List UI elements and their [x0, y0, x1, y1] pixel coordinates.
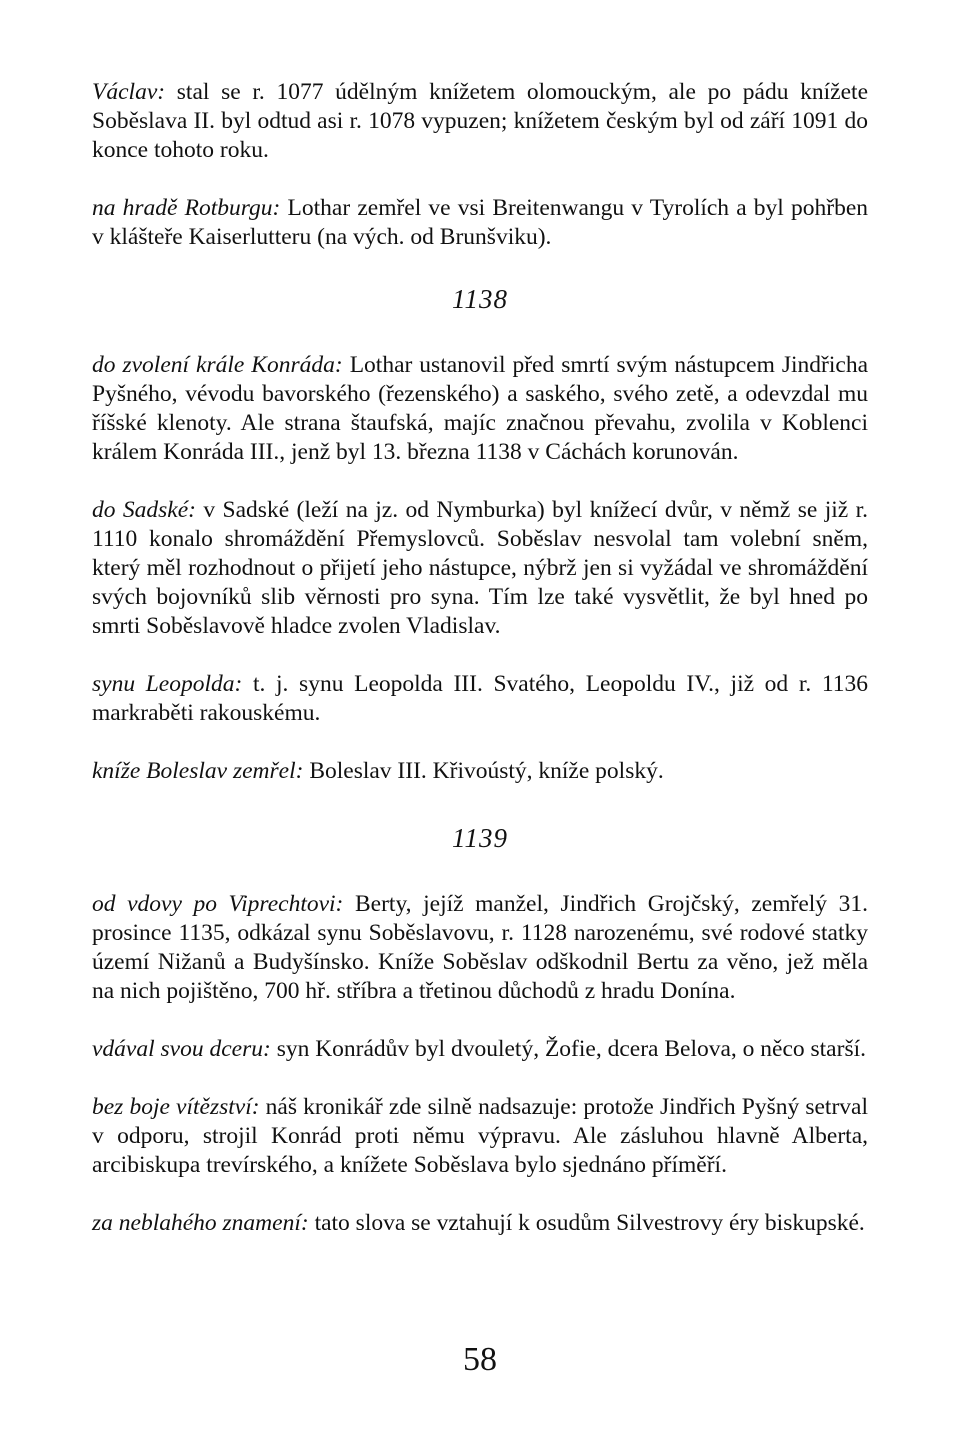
- year-heading: 1139: [452, 823, 508, 853]
- note-entry: [92, 757, 868, 786]
- page-body: [92, 78, 868, 1238]
- note-entry: [92, 78, 868, 165]
- note-entry: [92, 194, 868, 252]
- year-heading: 1138: [452, 284, 508, 314]
- note-entry: [92, 890, 868, 1006]
- note-term: do Sadské:: [92, 497, 196, 523]
- note-text: náš kronikář zde silně nadsazuje: protože Jindřich Pyšný setrval v odporu, strojil Konrád proti němu výpravu. Ale zásluhou hlavně Alberta, arcibiskupa trevírského, a knížete Soběslava bylo sjednáno příměří.: [92, 1094, 869, 1178]
- note-text: syn Konrádův byl dvouletý, Žofie, dcera Belova, o něco starší.: [276, 1036, 866, 1062]
- note-term: na hradě Rotburgu:: [92, 195, 281, 221]
- note-text: Lothar zemřel ve vsi Breitenwangu v Tyrolích a byl pohřben v klášteře Kaiserlutteru (na vých. od Brunšviku).: [92, 195, 868, 250]
- note-entry: [92, 1209, 868, 1238]
- note-text: Boleslav III. Křivoústý, kníže polský.: [309, 758, 664, 784]
- note-term: kníže Boleslav zemřel:: [92, 758, 304, 784]
- note-text: t. j. synu Leopolda III. Svatého, Leopoldu IV., již od r. 1136 markraběti rakouskému.: [92, 671, 868, 726]
- note-text: Berty, jejíž manžel, Jindřich Grojčský, zemřelý 31. prosince 1135, odkázal synu Soběslavovu, r. 1128 narozenému, své rodové statky území Nižanů a Budyšínsko. Kníže Soběslav odškodnil Bertu za věno, jež měla na nich pojištěno, 700 hř. stříbra a třetinou důchodů z hradu Donína.: [92, 891, 868, 1004]
- note-text: v Sadské (leží na jz. od Nymburka) byl knížecí dvůr, v němž se již r. 1110 konalo shromáždění Přemyslovců. Soběslav nesvolal tam volební sněm, který měl rozhodnout o přijetí jeho nástupce, nýbrž jen si vyžádal ve shromáždění svých bojovníků slib věrnosti pro syna. Tím lze také vysvětlit, že byl hned po smrti Soběslavově hladce zvolen Vladislav.: [92, 497, 868, 639]
- note-text: tato slova se vztahují k osudům Silvestrovy éry biskupské.: [314, 1210, 865, 1236]
- note-entry: [92, 351, 868, 467]
- note-term: synu Leopolda:: [92, 671, 243, 697]
- note-text: stal se r. 1077 údělným knížetem olomouckým, ale po pádu knížete Soběslava II. byl odtud asi r. 1078 vypuzen; knížetem českým byl od září 1091 do konce tohoto roku.: [92, 79, 869, 163]
- note-term: Václav:: [92, 79, 166, 105]
- note-term: za neblahého znamení:: [92, 1210, 309, 1236]
- note-term: od vdovy po Viprechtovi:: [92, 891, 344, 917]
- note-entry: [92, 496, 868, 641]
- page-number: 58: [463, 1341, 497, 1378]
- note-text: Lothar ustanovil před smrtí svým nástupcem Jindřicha Pyšného, vévodu bavorského (řezenského) a saského, svého zetě, a odevzdal mu říšské klenoty. Ale strana štaufská, majíc značnou převahu, zvolila v Koblenci králem Konráda III., jenž byl 13. března 1138 v Cáchách korunován.: [92, 352, 869, 465]
- note-term: bez boje vítězství:: [92, 1094, 260, 1120]
- note-entry: [92, 670, 868, 728]
- note-term: vdával svou dceru:: [92, 1036, 271, 1062]
- note-entry: [92, 1093, 868, 1180]
- note-term: do zvolení krále Konráda:: [92, 352, 343, 378]
- note-entry: [92, 1035, 868, 1064]
